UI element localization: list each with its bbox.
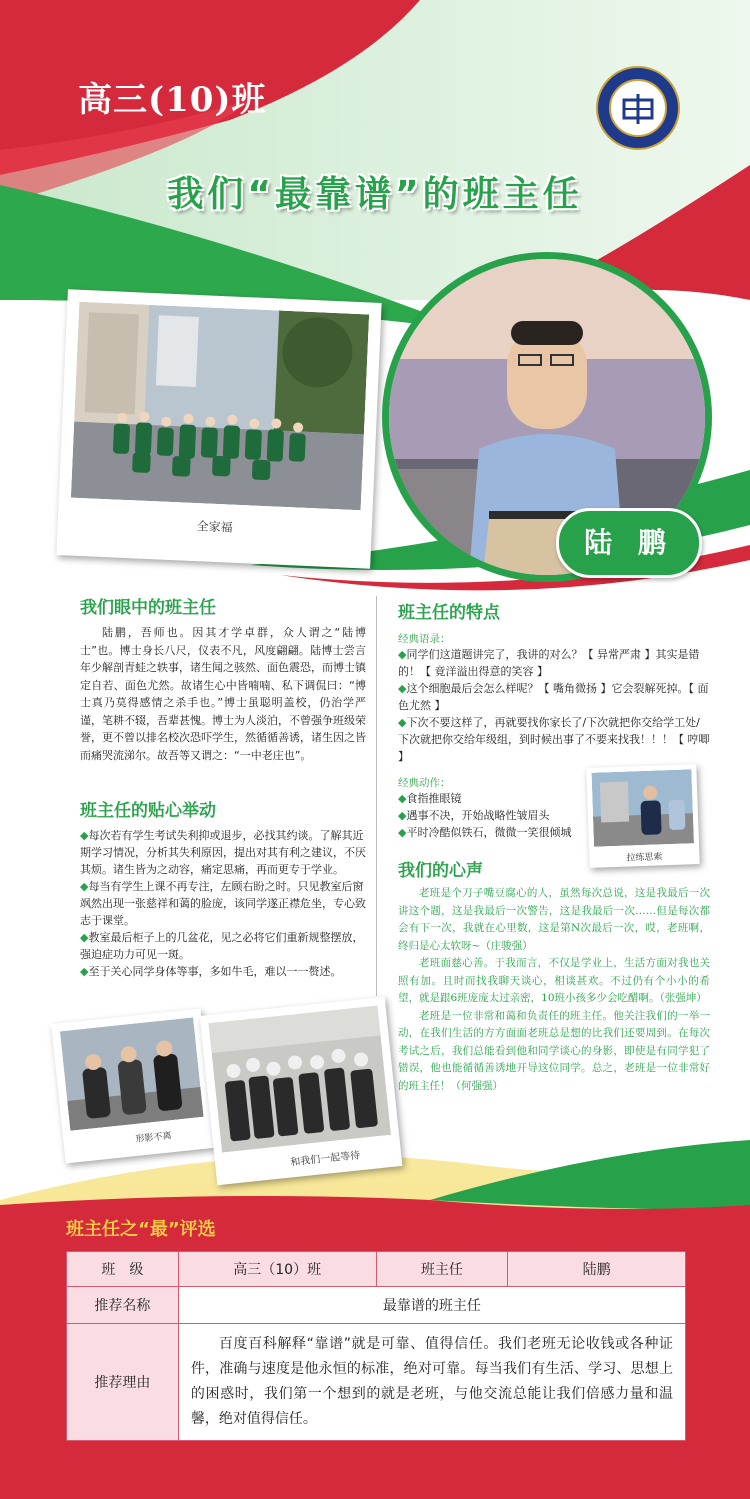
list-item: ◆这个细胞最后会怎么样呢？【 嘴角微扬 】它会裂解死掉。【 面色尤然 】 bbox=[398, 682, 709, 712]
list-item: ◆同学们这道题讲完了，我讲的对么？【 异常严肃 】其实是错的！【 竟洋溢出得意的笑容 】 bbox=[398, 648, 700, 678]
diamond-bullet-icon: ◆ bbox=[80, 829, 89, 842]
quotes-label: 经典语录： bbox=[398, 633, 451, 645]
group-photo-card bbox=[56, 289, 381, 568]
rating-title: 班主任之“最”评选 bbox=[66, 1219, 216, 1240]
table-cell: 高三（10）班 bbox=[178, 1252, 376, 1287]
section-eyes bbox=[80, 593, 366, 764]
photo4-caption: 和我们一起等待 bbox=[289, 1150, 361, 1169]
care-list bbox=[80, 827, 366, 980]
voice-paragraph: 老班是一位非常和蔼和负责任的班主任。他关注我们的一举一动，在我们生活的方方面面老班总是想的比我们还要周到。在每次考试之后，我们总能看到他和同学谈心的身影，即使是有同学犯了错误，他也能循循善诱地开导这位同学。总之，老班是一位非常好的班主任！（何强强） bbox=[398, 1009, 710, 1092]
diamond-bullet-icon: ◆ bbox=[80, 880, 89, 893]
class-name: 高三(10)班 bbox=[78, 80, 267, 120]
group-photo bbox=[71, 302, 369, 510]
actions-label: 经典动作： bbox=[398, 777, 451, 789]
table-cell: 推荐理由 bbox=[67, 1324, 179, 1441]
section-voice-title: 我们的心声 bbox=[398, 861, 483, 881]
list-item: ◆每当有学生上课不再专注，左顾右盼之时。只见教室后窗飒然出现一张慈祥和蔼的脸庞，该同学遂正襟危坐，专心致志于课堂。 bbox=[80, 880, 366, 927]
teacher-name-badge: 陆 鹏 bbox=[556, 508, 702, 578]
list-item: ◆教室最后柜子上的几盆花，见之必将它们重新规整摆放，强迫症功力可见一斑。 bbox=[80, 931, 364, 961]
main-title: 我们“最靠谱”的班主任 bbox=[167, 174, 583, 215]
rating-table bbox=[66, 1251, 686, 1441]
list-item: ◆下次不要这样了，再就要找你家长了/下次就把你交给学工处/下次就把你交给年级组，到时候出事了不要来找我！！！【 哼唧 】 bbox=[398, 716, 710, 763]
table-row bbox=[67, 1287, 686, 1324]
table-row bbox=[67, 1324, 686, 1441]
photo3-card bbox=[51, 1009, 215, 1164]
diamond-bullet-icon: ◆ bbox=[398, 682, 407, 695]
table-cell: 陆鹏 bbox=[508, 1252, 686, 1287]
section-voice bbox=[398, 856, 710, 1095]
voice-paragraph: 老班面慈心善。于我而言，不仅是学业上，生活方面对我也关照有加。且时而找我聊天谈心，相谈甚欢。不过仍有个小小的希望，就是跟6班庞庞太过亲密，10班小孩多少会吃醋啊。（张强坤） bbox=[398, 957, 710, 1004]
group-photo-caption: 全家福 bbox=[196, 519, 234, 535]
diamond-bullet-icon: ◆ bbox=[398, 648, 407, 661]
actions-list bbox=[398, 790, 588, 841]
table-cell: 班主任 bbox=[376, 1252, 508, 1287]
table-cell: 最靠谱的班主任 bbox=[178, 1287, 685, 1324]
section-eyes-title: 我们眼中的班主任 bbox=[80, 598, 216, 618]
photo3-caption: 形影不离 bbox=[135, 1131, 172, 1145]
column-divider bbox=[376, 596, 377, 996]
list-item: ◆每次若有学生考试失利抑或退步，必找其约谈。了解其近期学习情况，分析其失利原因，提出对其有利之建议，不厌其烦。诸生皆为之动容，痛定思痛，再而更专于学业。 bbox=[80, 829, 366, 876]
list-item: ◆遇事不决，开始战略性皱眉头 bbox=[398, 809, 550, 822]
diamond-bullet-icon: ◆ bbox=[398, 792, 407, 805]
photo4-card bbox=[200, 997, 403, 1186]
section-traits-title: 班主任的特点 bbox=[398, 603, 500, 623]
reason-text: 百度百科解释“靠谱”就是可靠、值得信任。我们老班无论收钱或各种证件，准确与速度是他永恒的标准，绝对可靠。每当我们有生活、学习、思想上的困惑时，我们第一个想到的就是老班，与他交流总能让我们倍感力量和温馨，绝对值得信任。 bbox=[178, 1324, 685, 1441]
diamond-bullet-icon: ◆ bbox=[398, 716, 407, 729]
section-care-title: 班主任的贴心举动 bbox=[80, 801, 216, 821]
photo4 bbox=[208, 1006, 391, 1153]
pull-photo bbox=[591, 769, 694, 846]
diamond-bullet-icon: ◆ bbox=[80, 965, 89, 978]
table-cell: 班 级 bbox=[67, 1252, 179, 1287]
table-row bbox=[67, 1252, 686, 1287]
diamond-bullet-icon: ◆ bbox=[398, 809, 407, 822]
school-logo bbox=[596, 66, 680, 150]
diamond-bullet-icon: ◆ bbox=[398, 826, 407, 839]
pull-photo-card bbox=[586, 764, 699, 868]
diamond-bullet-icon: ◆ bbox=[80, 931, 89, 944]
table-cell: 推荐名称 bbox=[67, 1287, 179, 1324]
section-eyes-text: 陆鹏，吾师也。因其才学卓群，众人谓之“陆博士”也。博士身长八尺，仪表不凡，风度翩翩。陆博士尝言年少解剖青蛙之轶事，诸生闻之骇然、面色震恐，而博士镇定自若、面色尤然。故诸生心中皆喃喃、私下调侃曰：“博士真乃莫得感情之杀手也。”博士虽聪明盖校，仍治学严谨，笔耕不辍，吾辈甚愧。博士为人淡泊，不曾强争班级荣誉，更不曾以排名校次恐吓学生，然循循善诱，诸生因之皆而痛哭流涕尔。故吾等又谓之：“一中老庄也”。 bbox=[80, 626, 366, 762]
section-care bbox=[80, 796, 366, 980]
voice-paragraph: 老班是个刀子嘴豆腐心的人，虽然每次总说，这是我最后一次讲这个题，这是我最后一次警告，这是我最后一次……但是每次都会有下一次，我就在心里数，这是第N次最后一次，哎，老班啊，终归是心太软呀~（庄骏强） bbox=[398, 887, 710, 952]
pull-photo-caption: 拉练思索 bbox=[626, 852, 663, 864]
photo3 bbox=[60, 1017, 204, 1130]
list-item: ◆食指推眼镜 bbox=[398, 792, 462, 805]
list-item: ◆平时冷酷似铁石，微微一笑很倾城 bbox=[398, 826, 572, 839]
list-item: ◆至于关心同学身体等事，多如牛毛，难以一一赘述。 bbox=[80, 965, 342, 978]
